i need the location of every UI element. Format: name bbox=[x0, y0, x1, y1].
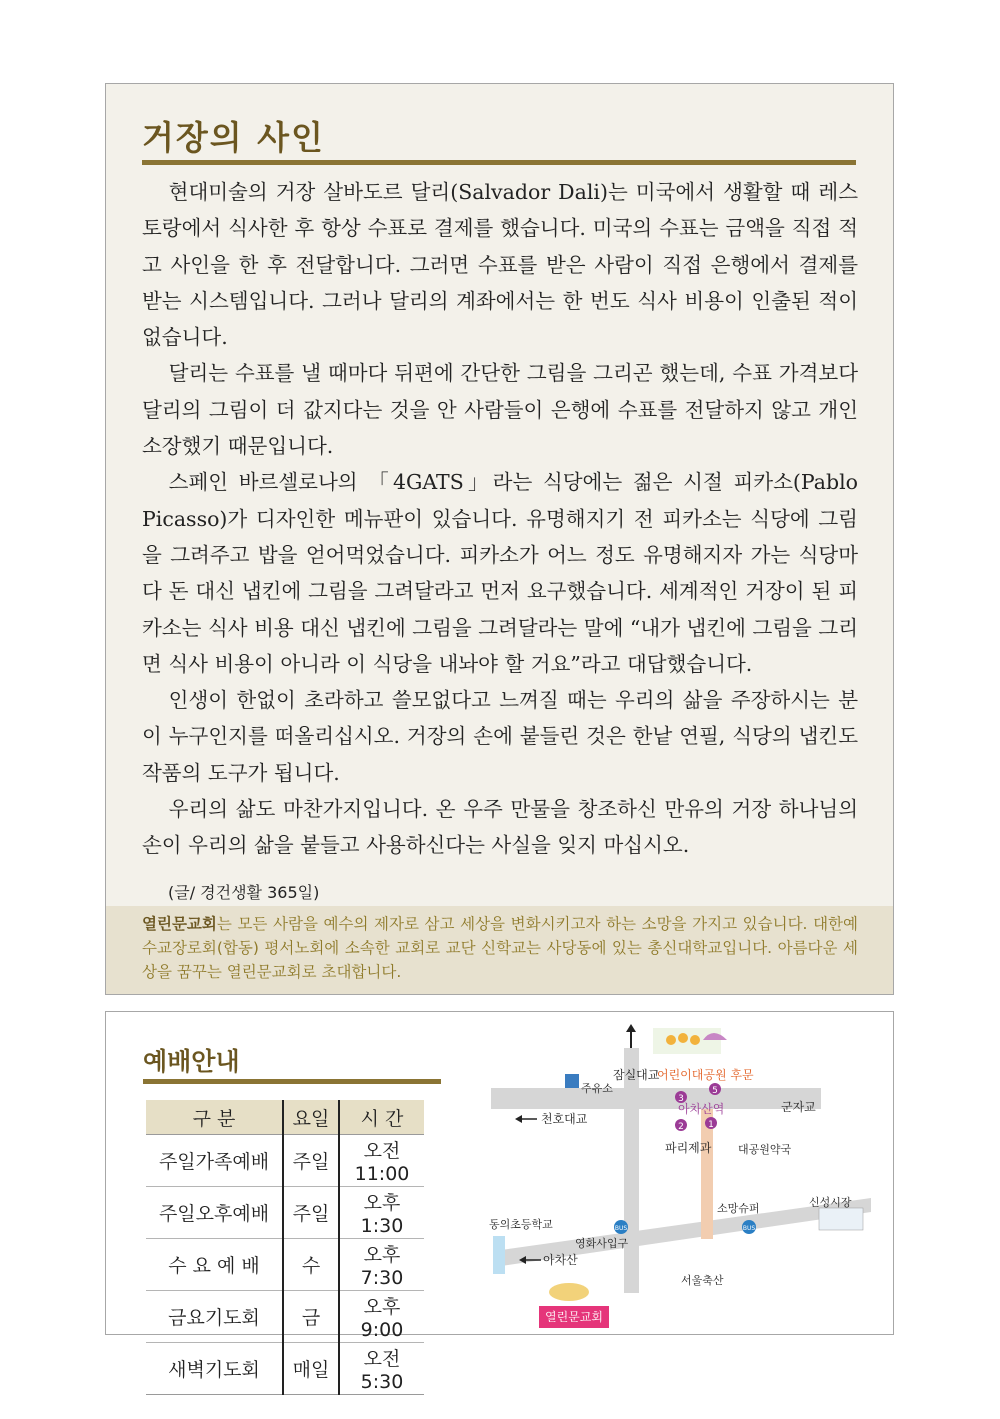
article-paragraph: 스페인 바르셀로나의 「4GATS」라는 식당에는 젊은 시절 피카소(Pablo Picasso)가 디자인한 메뉴판이 있습니다. 유명해지기 전 피카소는 식당에 그림을 그려주고 밥을 얻어먹었습니다. 피카소가 어느 정도 유명해지자 가는 식당마다 돈 대신 냅킨에 그림을 그려달라고 먼저 요구했습니다. 세계적인 거장이 된 피카소는 식사 비용 대신 냅킨에 그림을 그려달라는 말에 “내가 냅킨에 그림을 그리면 식사 비용이 아니라 이 식당을 내놔야 할 거요”라고 대답했습니다. bbox=[142, 470, 858, 676]
market-building bbox=[819, 1208, 863, 1230]
label-younghwa-entrance: 영화사입구 bbox=[575, 1237, 629, 1250]
article-paragraph: 현대미술의 거장 살바도르 달리(Salvador Dali)는 미국에서 생활할 때 레스토랑에서 식사한 후 항상 수표로 결제를 했습니다. 미국의 수표는 금액을 직접 적고 사인을 한 후 전달합니다. 그러면 수표를 받은 사람이 직접 은행에서 결제를 받는 시스템입니다. 그러나 달리의 계좌에서는 한 번도 식사 비용이 인출된 적이 없습니다. bbox=[142, 180, 858, 350]
label-jamsil-bridge: 잠실대교 bbox=[613, 1068, 660, 1082]
service-name: 새벽기도회 bbox=[146, 1343, 283, 1395]
service-time: 오전 5:30 bbox=[339, 1343, 424, 1395]
flower-icon bbox=[690, 1035, 700, 1045]
exit-2-label: 2 bbox=[678, 1122, 684, 1132]
label-sinseong-market: 신성시장 bbox=[809, 1196, 852, 1209]
exit-5-label: 5 bbox=[712, 1086, 718, 1096]
service-name: 주일오후예배 bbox=[146, 1187, 283, 1239]
exit-3-label: 3 bbox=[678, 1094, 684, 1104]
flower-icon bbox=[678, 1033, 688, 1043]
north-arrow-icon bbox=[626, 1024, 636, 1032]
label-church: 열린문교회 bbox=[545, 1310, 603, 1324]
worship-title: 예배안내 bbox=[143, 1047, 240, 1076]
label-achasan: 아차산 bbox=[543, 1253, 578, 1267]
church-building-icon bbox=[549, 1283, 589, 1301]
table-header-row bbox=[146, 1100, 424, 1135]
service-day: 주일 bbox=[283, 1135, 339, 1187]
service-time: 오전11:00 bbox=[339, 1135, 424, 1187]
church-name: 열린문교회 bbox=[142, 915, 217, 933]
title-rule bbox=[142, 160, 856, 165]
header-time: 시 간 bbox=[339, 1100, 424, 1135]
service-name: 주일가족예배 bbox=[146, 1135, 283, 1187]
table-row bbox=[146, 1135, 424, 1187]
label-dongui-school: 동의초등학교 bbox=[489, 1218, 553, 1231]
header-day: 요일 bbox=[283, 1100, 339, 1135]
service-name: 금요기도회 bbox=[146, 1291, 283, 1343]
label-gunja-bridge: 군자교 bbox=[781, 1100, 816, 1114]
road-vertical bbox=[624, 1048, 639, 1293]
worship-schedule-table bbox=[146, 1100, 424, 1395]
label-achasan-station: 아차산역 bbox=[678, 1102, 725, 1116]
bus-stop-label: BUS bbox=[614, 1225, 628, 1232]
label-cheonho-bridge: 천호대교 bbox=[541, 1112, 588, 1126]
service-day: 수 bbox=[283, 1239, 339, 1291]
service-time: 오후 7:30 bbox=[339, 1239, 424, 1291]
location-map bbox=[481, 1022, 891, 1330]
worship-panel bbox=[105, 1011, 894, 1393]
article-paragraph: 인생이 한없이 초라하고 쓸모없다고 느껴질 때는 우리의 삶을 주장하시는 분이 누구인지를 떠올리십시오. 거장의 손에 붙들린 것은 한낱 연필, 식당의 냅킨도 작품의 도구가 됩니다. bbox=[142, 688, 858, 785]
notice-body: 는 모든 사람을 예수의 제자로 삼고 세상을 변화시키고자 하는 소망을 가지고 있습니다. 대한예수교장로회(합동) 평서노회에 소속한 교회로 교단 신학교는 사당동에 있는 총신대학교입니다. 아름다운 세상을 꿈꾸는 열린문교회로 초대합니다. bbox=[142, 915, 858, 981]
header-category: 구 분 bbox=[146, 1100, 283, 1135]
service-day: 주일 bbox=[283, 1187, 339, 1239]
article-body bbox=[142, 174, 858, 864]
service-name: 수 요 예 배 bbox=[146, 1239, 283, 1291]
table-row bbox=[146, 1239, 424, 1291]
article-paragraph: 달리는 수표를 낼 때마다 뒤편에 간단한 그림을 그리곤 했는데, 수표 가격보다 달리의 그림이 더 값지다는 것을 안 사람들이 은행에 수표를 전달하지 않고 개인 소장했기 때문입니다. bbox=[142, 361, 858, 459]
flower-icon bbox=[666, 1035, 676, 1045]
service-time: 오후 1:30 bbox=[339, 1187, 424, 1239]
article-title: 거장의 사인 bbox=[142, 118, 325, 157]
service-day: 매일 bbox=[283, 1343, 339, 1395]
label-paris-bakery: 파리제과 bbox=[665, 1141, 712, 1155]
table-row bbox=[146, 1187, 424, 1239]
school-building bbox=[493, 1236, 505, 1274]
label-somang-super: 소망슈퍼 bbox=[717, 1202, 760, 1215]
article-paragraph: 우리의 삶도 마찬가지입니다. 온 우주 만물을 창조하신 만유의 거장 하나님의 손이 우리의 삶을 붙들고 사용하신다는 사실을 잊지 마십시오. bbox=[142, 797, 858, 858]
arrow-left-icon bbox=[515, 1115, 522, 1123]
article-panel bbox=[105, 83, 894, 995]
notice-text bbox=[142, 912, 858, 984]
label-daegong-pharmacy: 대공원약국 bbox=[738, 1143, 792, 1156]
label-childrens-park: 어린이대공원 후문 bbox=[657, 1068, 754, 1082]
label-gas-station: 주유소 bbox=[581, 1082, 613, 1095]
label-seoul-meat: 서울축산 bbox=[681, 1274, 724, 1287]
exit-1-label: 1 bbox=[708, 1120, 714, 1130]
service-time: 오후 9:00 bbox=[339, 1291, 424, 1343]
table-row bbox=[146, 1343, 424, 1395]
bus-stop-label: BUS bbox=[742, 1225, 756, 1232]
service-day: 금 bbox=[283, 1291, 339, 1343]
gas-station-icon bbox=[565, 1074, 579, 1088]
church-notice bbox=[106, 906, 893, 994]
table-row bbox=[146, 1291, 424, 1343]
article-source: (글/ 경건생활 365일) bbox=[168, 883, 320, 902]
road-cheonho bbox=[491, 1088, 821, 1109]
worship-rule bbox=[143, 1079, 441, 1084]
